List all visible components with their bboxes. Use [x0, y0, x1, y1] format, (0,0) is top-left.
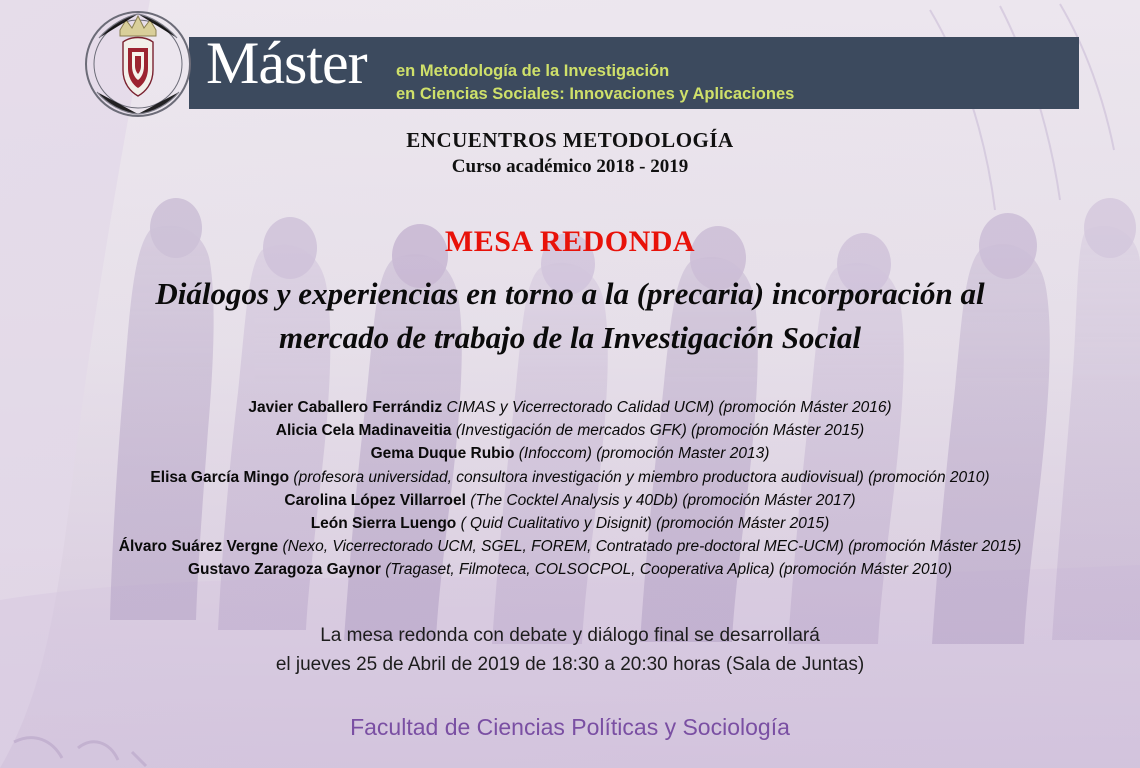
speaker-item [0, 419, 1140, 442]
faculty-name: Facultad de Ciencias Políticas y Sociología [350, 714, 790, 740]
speaker-item [0, 442, 1140, 465]
speaker-name: Carolina López Villarroel [284, 491, 466, 509]
event-course: Curso académico 2018 - 2019 [451, 156, 689, 177]
speaker-affiliation: (Nexo, Vicerrectorado UCM, SGEL, FOREM, Contratado pre-doctoral MEC-UCM) (promoción Máster 2015) [282, 538, 1022, 556]
header-subtitle [396, 60, 956, 106]
speaker-name: Gustavo Zaragoza Gaynor [187, 561, 381, 579]
speaker-item [0, 489, 1140, 512]
speaker-item [0, 512, 1140, 535]
speaker-name: Álvaro Suárez Vergne [118, 538, 279, 556]
speaker-affiliation: ( Quid Cualitativo y Disignit) (promoción Máster 2015) [460, 515, 830, 533]
speaker-name: León Sierra Luengo [310, 515, 457, 533]
schedule-line-2: el jueves 25 de Abril de 2019 de 18:30 a 20:30 horas (Sala de Juntas) [275, 654, 865, 675]
speaker-affiliation: (The Cocktel Analysis y 40Db) (promoción Máster 2017) [470, 491, 856, 509]
event-title-line-1: Diálogos y experiencias en torno a la (precaria) incorporación al [155, 276, 985, 311]
event-title [0, 272, 1140, 360]
speaker-affiliation: (profesora universidad, consultora investigación y miembro productora audiovisual) (promoción 2010) [293, 468, 990, 486]
speaker-affiliation: CIMAS y Vicerrectorado Calidad UCM) (promoción Máster 2016) [446, 399, 892, 416]
speaker-item [0, 466, 1140, 489]
speakers-list [0, 396, 1140, 582]
speaker-name: Javier Caballero Ferrándiz [248, 399, 443, 416]
speaker-affiliation: (Infoccom) (promoción Master 2013) [518, 445, 770, 463]
schedule-block [0, 622, 1140, 680]
header-subtitle-line-2: en Ciencias Sociales: Innovaciones y Aplicaciones [396, 85, 795, 103]
event-series: ENCUENTROS METODOLOGÍA [406, 128, 734, 152]
speaker-name: Alicia Cela Madinaveitia [275, 422, 452, 440]
speaker-affiliation: (Tragaset, Filmoteca, COLSOCPOL, Cooperativa Aplica) (promoción Máster 2010) [385, 561, 953, 579]
ucm-seal-logo [79, 8, 197, 120]
speaker-name: Gema Duque Rubio [370, 445, 515, 463]
speaker-name: Elisa García Mingo [150, 468, 290, 486]
speaker-item [0, 396, 1140, 419]
header-subtitle-line-1: en Metodología de la Investigación [396, 62, 670, 80]
schedule-line-1: La mesa redonda con debate y diálogo final se desarrollará [320, 625, 820, 646]
speaker-item [0, 558, 1140, 581]
master-wordmark: Máster [206, 30, 367, 96]
event-title-line-2: mercado de trabajo de la Investigación Social [278, 320, 862, 355]
speaker-item [0, 535, 1140, 558]
speaker-affiliation: (Investigación de mercados GFK) (promoción Máster 2015) [455, 422, 865, 440]
event-type: MESA REDONDA [444, 225, 696, 258]
